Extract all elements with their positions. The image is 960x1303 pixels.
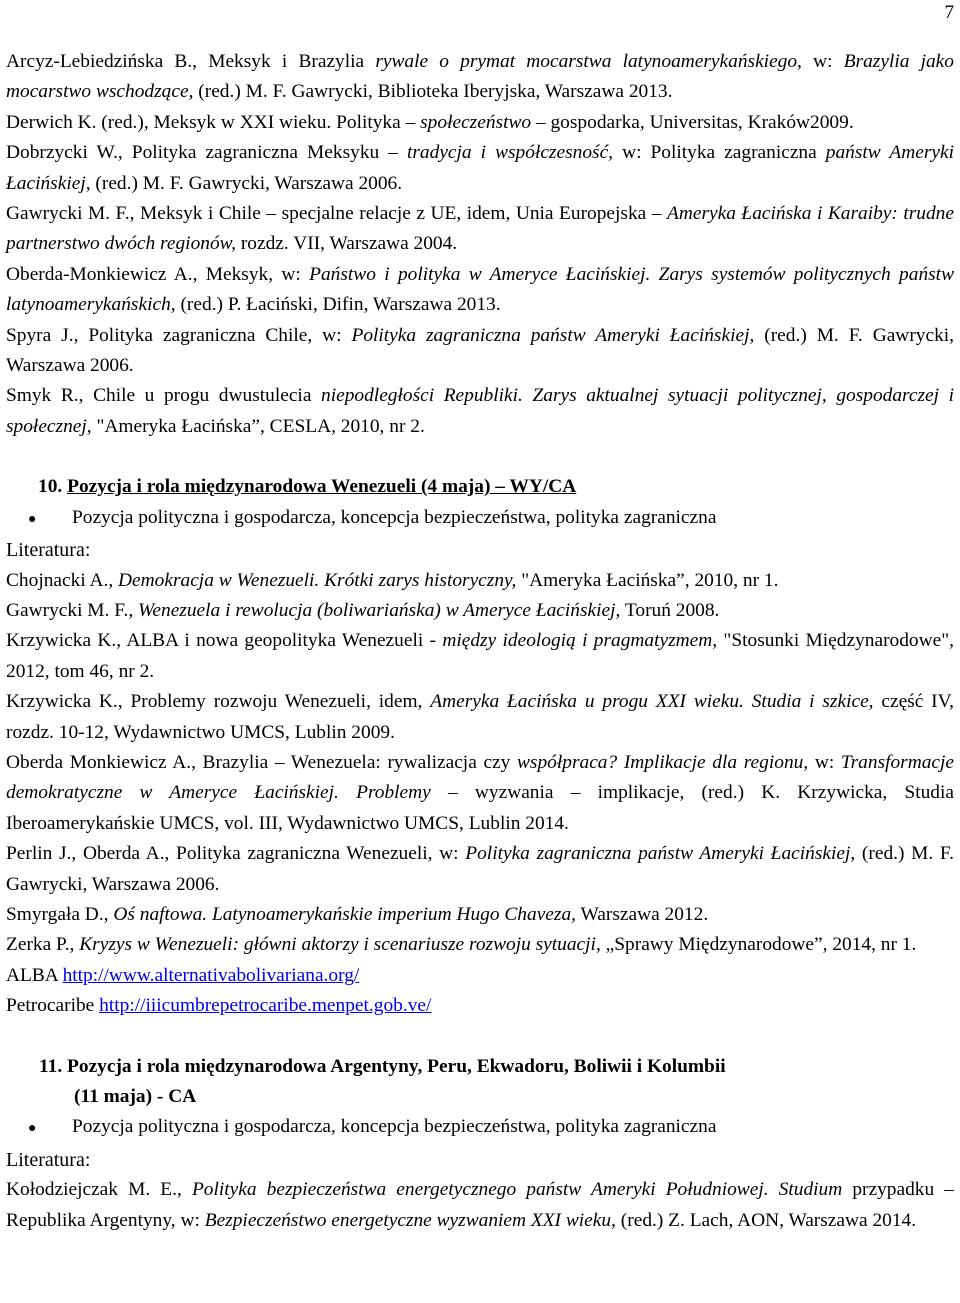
entry-text: , [103,903,114,925]
entry-title-text: Ameryka Łacińska i Karaiby: trudne partnerstwo dwóch regionów, [6,203,954,255]
bullet-icon: ● [28,511,37,527]
bibliography-list [6,566,954,961]
entry-text: – wyzwania – implikacje, (red.) K. Krzywicka, Studia Iberoamerykańskie UMCS, vol. III, Wydawnictwo UMCS, Lublin 2014. [6,782,954,834]
bibliography-entry [6,199,954,260]
section-number: 10. [38,476,63,498]
bibliography-entry [6,260,954,321]
entry-title-text: państw Ameryki Łacińskiej [6,142,955,194]
entry-title-text: Demokracja w Wenezueli. Krótki zarys historyczny, [118,569,517,591]
entry-text: , Oberda A. [71,843,165,865]
entry-text: , (red.) M. F. Gawrycki, Warszawa 2006. [6,843,954,895]
entry-text: , Meksyk i Chile – specjalne relacje z UE, idem, Unia Europejska – [129,203,667,225]
entry-text: , (red.) M. F. Gawrycki, Warszawa 2006. [85,172,403,194]
entry-title-text: Państwo i polityka w Ameryce Łacińskiej. Zarys systemów politycznych państw latynoamerykańskich, [6,263,955,316]
entry-text: , Meksyk i Brazylia [192,51,376,72]
petrocaribe-link[interactable]: http://iiicumbrepetrocaribe.menpet.gob.ve/ [99,995,432,1017]
bibliography-entry [6,47,954,108]
literature-label: Literatura: [6,1148,91,1171]
bibliography-entry [6,1175,954,1236]
section-number: 11. [39,1055,63,1077]
entry-text: Smyk R. [6,385,79,407]
entry-text: , Toruń 2008. [615,599,720,621]
link-entry [6,991,954,1021]
entry-text: (red.) P. Łaciński, Difin, Warszawa 2013. [175,294,501,316]
bibliography-entry [6,626,954,687]
section-heading-10 [6,472,954,502]
entry-text: Zerka P. [6,934,70,956]
bullet-icon: ● [28,1121,37,1137]
bibliography-entry [6,381,954,442]
entry-text: przypadku – Republika Argentyny, w: [6,1179,954,1231]
bibliography-entry [6,108,954,138]
entry-title-text: Polityka zagraniczna państw Ameryki Łacińskiej [351,324,750,346]
entry-text: , [108,569,119,591]
bibliography-entry [6,566,954,596]
bibliography-entry [6,321,954,382]
entry-text: , Meksyk, w: [192,263,310,285]
entry-text: Krzywicka K. [6,691,118,713]
entry-text: (red.) M. F. Gawrycki, Biblioteka Iberyjska, Warszawa 2013. [193,81,673,103]
entry-title-text: tradycja i współczesność, [407,142,614,164]
entry-text: Arcyz-Lebiedzińska B. [6,51,193,72]
entry-text: "Ameryka Łacińska”, CESLA, 2010, nr 2. [91,415,425,437]
entry-text: , Polityka zagraniczna Meksyku – [117,142,407,164]
bibliography-entry [6,900,954,930]
topic-text: Pozycja polityczna i gospodarcza, koncepcja bezpieczeństwa, polityka zagraniczna [72,506,717,528]
entry-text: , Polityka zagraniczna Wenezueli, w: [164,843,466,865]
entry-title-text: Bezpieczeństwo energetyczne wyzwaniem XXI wieku [204,1209,612,1231]
bibliography-entry [6,930,954,960]
entry-text: , Problemy rozwoju Wenezueli, idem, [117,691,431,713]
section-title: Pozycja i rola międzynarodowa Wenezueli (4 maja) – WY/CA [67,476,577,498]
entry-title-text: Wenezuela i rewolucja (boliwariańska) w Ameryce Łacińskiej [138,599,616,621]
entry-text: , Brazylia – Wenezuela: rywalizacja czy [191,751,517,773]
link-label: Petrocaribe [6,995,95,1017]
entry-text: Oberda Monkiewicz A. [6,751,192,773]
literature-label: Literatura: [6,539,91,562]
entry-text: Gawrycki M. F. [6,203,130,225]
entry-text: Spyra J. [6,324,74,346]
entry-text: , „Sprawy Międzynarodowe”, 2014, nr 1. [595,934,917,956]
entry-text: "Ameryka Łacińska”, 2010, nr 1. [516,569,779,591]
entry-text: Gawrycki M. F. [6,599,129,621]
entry-title-text: Ameryka Łacińska u progu XXI wieku. Studia i szkice [430,691,869,713]
entry-text: Kołodziejczak M. E. [6,1179,177,1201]
entry-text: Chojnacki A. [6,569,109,591]
entry-text: Derwich K. (red.), Meksyk w XXI wieku. Polityka [6,111,406,133]
entry-text: , część IV, rozdz. 10-12, Wydawnictwo UMCS, Lublin 2009. [6,691,954,743]
alba-link[interactable]: http://www.alternativabolivariana.org/ [62,964,360,986]
entry-text: , Chile u progu dwustulecia [78,385,322,407]
entry-title-text: między ideologią i pragmatyzmem [442,630,713,652]
entry-title-text: Polityka bezpieczeństwa energetycznego państw Ameryki Południowej. Studium [191,1179,843,1201]
bibliography-entry [6,839,954,900]
page-number: 7 [944,2,954,23]
entry-title-text: Polityka zagraniczna państw Ameryki Łacińskiej [465,843,851,865]
bibliography-entry [6,687,954,748]
entry-title-text: Transformacje demokratyczne w Ameryce Łacińskiej. Problemy [6,751,954,804]
entry-text: , [69,934,80,956]
entry-text: , [176,1179,192,1201]
entry-title-text: Kryzys w Wenezueli: główni aktorzy i scenariusze rozwoju sytuacji [79,934,596,956]
entry-text: , w: [803,751,841,773]
entry-title-text: Oś naftowa. Latynoamerykańskie imperium Hugo Chaveza, [113,903,577,925]
topic-bullet [6,1112,954,1144]
entry-text: , Polityka zagraniczna Chile, w: [73,324,352,346]
link-entry [6,961,954,991]
entry-text: , "Stosunki Międzynarodowe", 2012, tom 46, nr 2. [6,630,955,682]
entry-text: , ALBA i nowa geopolityka Wenezueli - [116,630,443,652]
entry-text: , [128,599,139,621]
entry-text: gospodarka, Universitas, Kraków2009. [545,111,854,133]
entry-text: rozdz. VII, Warszawa 2004. [236,233,458,255]
entry-title-text: Brazylia jako mocarstwo wschodzące, [6,51,954,103]
section-title: Pozycja i rola międzynarodowa Argentyny, Peru, Ekwadoru, Boliwii i Kolumbii [67,1055,726,1077]
bibliography-entry [6,138,954,199]
bibliography-list [6,47,954,442]
entry-text: w: Polityka zagraniczna [613,142,826,164]
bibliography-list [6,1175,954,1236]
entry-text: Smyrgała D. [6,903,104,925]
entry-text: Krzywicka K. [6,630,117,652]
entry-title-text: rywale o prymat mocarstwa latynoamerykańskiego, [375,51,802,72]
entry-text: w: [801,51,844,72]
entry-title-text: niepodległości Republiki. Zarys aktualnej sytuacji politycznej, gospodarczej i społecznej, [6,385,955,437]
topic-text: Pozycja polityczna i gospodarcza, koncepcja bezpieczeństwa, polityka zagraniczna [72,1116,717,1138]
section-heading-11 [6,1052,954,1113]
entry-text: , (red.) M. F. Gawrycki, Warszawa 2006. [6,324,955,377]
link-label: ALBA [6,964,58,986]
entry-title-text: – społeczeństwo – [405,111,546,133]
document-body [6,47,954,1236]
bibliography-entry [6,748,954,839]
entry-text: Perlin J. [6,843,72,865]
entry-title-text: współpraca? Implikacje dla regionu [517,751,804,773]
entry-text: , (red.) Z. Lach, AON, Warszawa 2014. [611,1209,917,1231]
entry-text: Warszawa 2012. [576,903,709,925]
topic-bullet [6,503,954,535]
section-title-date: (11 maja) - CA [74,1086,197,1107]
entry-text: Dobrzycki W. [6,142,118,164]
bibliography-entry [6,596,954,626]
entry-text: Oberda-Monkiewicz A. [6,263,193,285]
